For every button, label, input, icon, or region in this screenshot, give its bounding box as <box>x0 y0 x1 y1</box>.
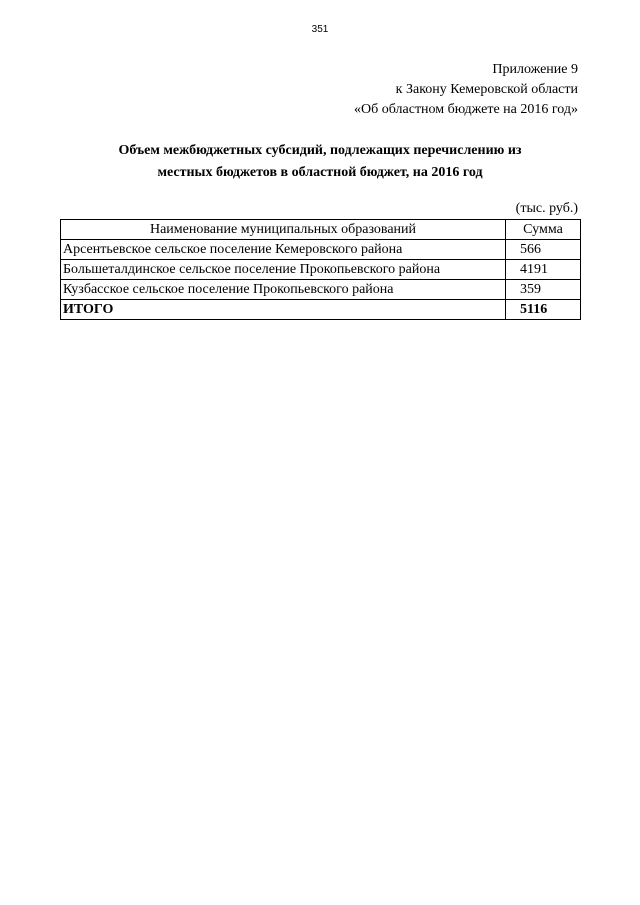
municipality-sum: 4191 <box>506 260 581 280</box>
page-number: 351 <box>311 24 329 35</box>
table-row <box>61 280 581 300</box>
appendix-header <box>354 60 578 120</box>
appendix-line-2: к Закону Кемеровской области <box>395 82 578 97</box>
municipality-name: Арсентьевское сельское поселение Кемеровского района <box>61 240 506 260</box>
appendix-line-1: Приложение 9 <box>492 62 578 77</box>
document-title-line-2: местных бюджетов в областной бюджет, на 2016 год <box>157 165 483 180</box>
column-header-name: Наименование муниципальных образований <box>61 220 506 240</box>
total-row <box>61 300 581 320</box>
municipality-name: Кузбасское сельское поселение Прокопьевского района <box>61 280 506 300</box>
municipality-sum: 359 <box>506 280 581 300</box>
column-header-sum: Сумма <box>506 220 581 240</box>
municipality-sum: 566 <box>506 240 581 260</box>
table-row <box>61 240 581 260</box>
total-label: ИТОГО <box>61 300 506 320</box>
table-row <box>61 260 581 280</box>
table-header-row <box>61 220 581 240</box>
total-sum: 5116 <box>506 300 581 320</box>
appendix-line-3: «Об областном бюджете на 2016 год» <box>354 102 578 117</box>
document-title <box>0 140 640 184</box>
document-title-line-1: Объем межбюджетных субсидий, подлежащих перечислению из <box>118 143 522 158</box>
units-label: (тыс. руб.) <box>515 201 578 216</box>
municipality-name: Большеталдинское сельское поселение Прокопьевского района <box>61 260 506 280</box>
subsidies-table <box>60 219 581 320</box>
